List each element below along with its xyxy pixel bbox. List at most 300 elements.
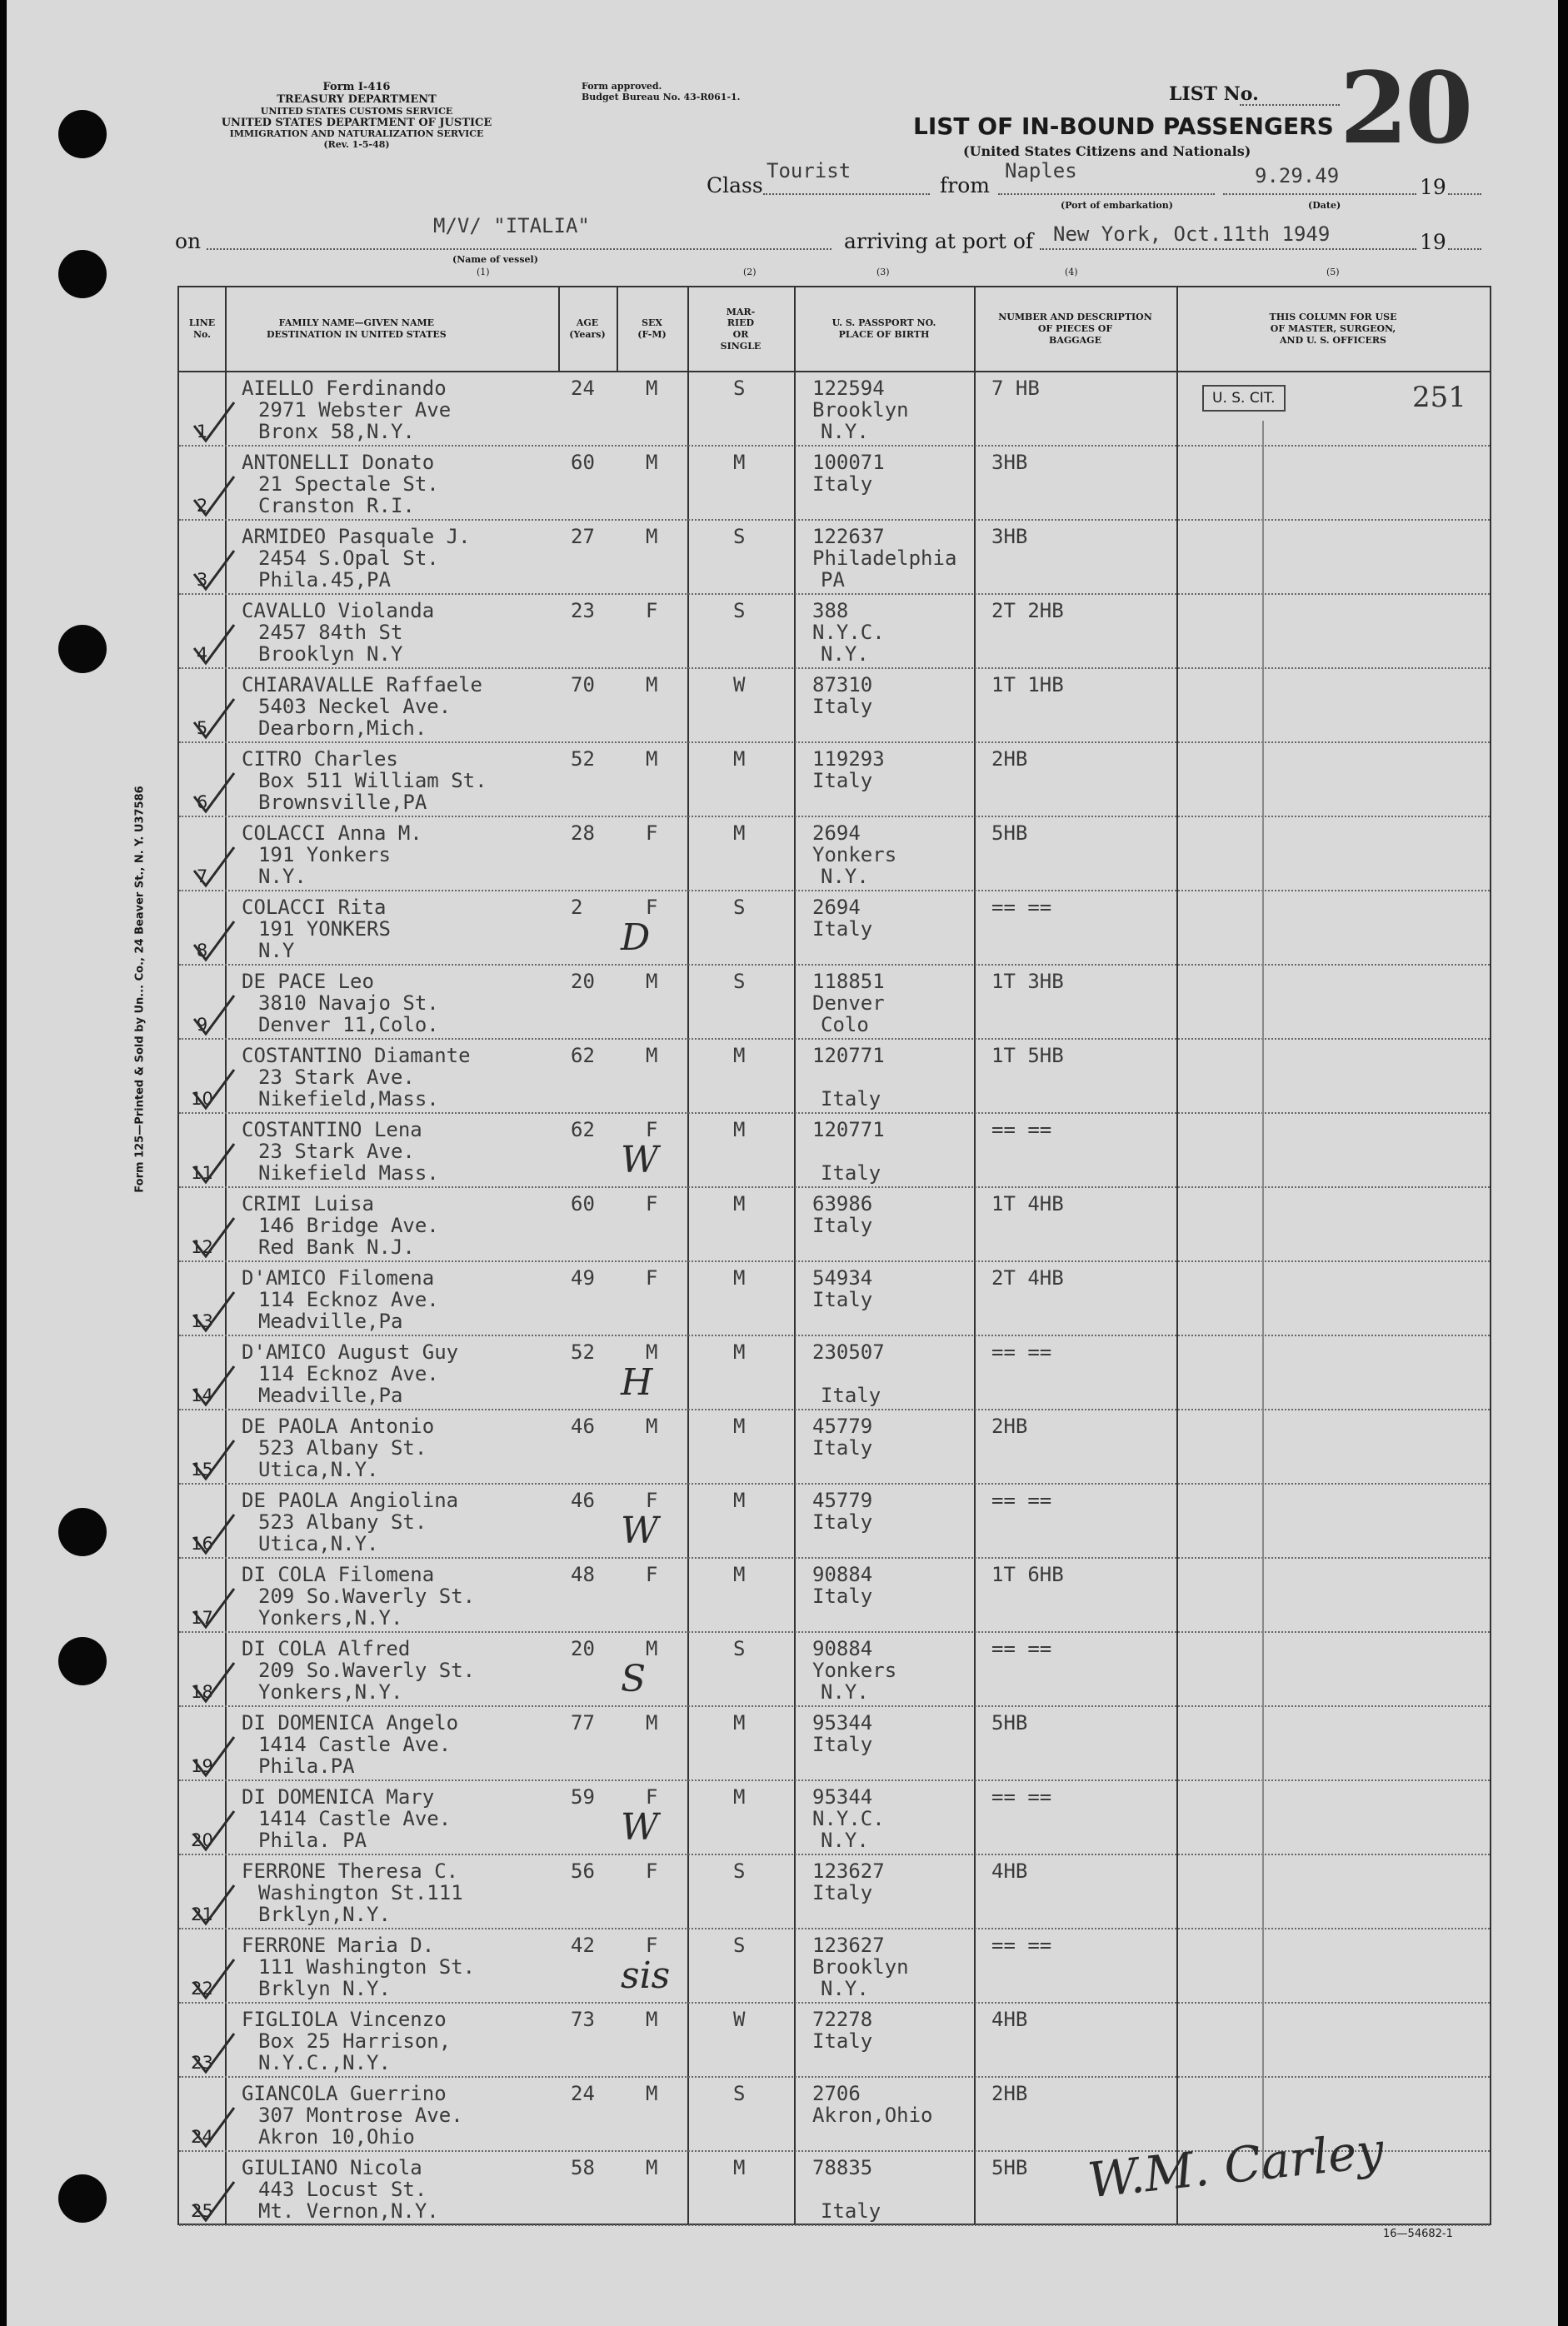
- birth-place: Italy: [812, 1733, 873, 1756]
- age-value: 23: [571, 599, 595, 622]
- birth-place: Italy: [812, 1585, 873, 1608]
- passport-number: 119293: [812, 747, 885, 771]
- passport-number: 54934: [812, 1266, 873, 1290]
- line-number: 18: [191, 1682, 213, 1702]
- table-row: [179, 966, 1490, 1040]
- age-value: 60: [571, 1192, 595, 1215]
- revision-date: (Rev. 1-5-48): [323, 139, 390, 151]
- baggage-description: 4HB: [991, 1859, 1028, 1883]
- on-label: on: [175, 229, 202, 253]
- embarkation-date: 9.29.49: [1255, 164, 1340, 187]
- binder-hole: [58, 250, 107, 298]
- check-mark-icon: [187, 1658, 237, 1708]
- address-line: 23 Stark Ave.: [258, 1066, 415, 1089]
- address-line: 191 YONKERS: [258, 917, 391, 941]
- passenger-name: GIANCOLA Guerrino: [242, 2082, 447, 2105]
- officer-signature: W.M. Carley: [1085, 2121, 1387, 2209]
- address-line: 307 Montrose Ave.: [258, 2104, 463, 2127]
- passport-number: 123627: [812, 1934, 885, 1957]
- birth-place: Italy: [821, 1161, 881, 1185]
- table-row: [179, 1188, 1490, 1262]
- list-number: 20: [1340, 50, 1471, 166]
- marital-status: M: [733, 1785, 746, 1809]
- marital-status: M: [733, 1118, 746, 1141]
- line-number: 23: [191, 2053, 213, 2073]
- baggage-description: 2HB: [991, 747, 1028, 771]
- baggage-description: 2T 4HB: [991, 1266, 1064, 1290]
- check-mark-icon: [187, 991, 237, 1041]
- pencil-line: [1262, 421, 1264, 2179]
- age-value: 52: [571, 1340, 595, 1364]
- baggage-description: 3HB: [991, 451, 1028, 474]
- marital-status: S: [733, 1934, 746, 1957]
- address-line: Nikefield,Mass.: [258, 1087, 439, 1111]
- sex-value: F: [646, 1934, 658, 1957]
- line-number: 22: [191, 1979, 213, 1999]
- address-line: 114 Ecknoz Ave.: [258, 1362, 439, 1385]
- baggage-description: == ==: [991, 1489, 1052, 1512]
- check-mark-icon: [187, 1065, 237, 1115]
- handwritten-note: sis: [621, 1954, 671, 1997]
- address-line: Bronx 58,N.Y.: [258, 420, 415, 443]
- birth-place: Italy: [812, 1288, 873, 1311]
- age-value: 77: [571, 1711, 595, 1735]
- address-line: 23 Stark Ave.: [258, 1140, 415, 1163]
- header-label: MAR- RIED OR SINGLE: [720, 306, 762, 352]
- vessel-caption: (Name of vessel): [452, 254, 538, 265]
- table-row: [179, 817, 1490, 891]
- baggage-description: 5HB: [991, 1711, 1028, 1735]
- sex-value: M: [646, 1711, 658, 1735]
- birth-place: Italy: [812, 1510, 873, 1534]
- header-label: FAMILY NAME—GIVEN NAME DESTINATION IN UNITED STATES: [267, 317, 447, 340]
- marital-status: S: [733, 525, 746, 548]
- address-line: 111 Washington St.: [258, 1955, 476, 1979]
- age-value: 49: [571, 1266, 595, 1290]
- age-value: 48: [571, 1563, 595, 1586]
- check-mark-icon: [187, 1139, 237, 1189]
- address-line: 2457 84th St: [258, 621, 403, 644]
- passport-number: 388: [812, 599, 849, 622]
- birth-place: Italy: [812, 1214, 873, 1237]
- sex-value: M: [646, 1637, 658, 1660]
- line-number: 13: [191, 1311, 213, 1331]
- handwritten-note: S: [621, 1658, 647, 1700]
- footer-code: 16—54682-1: [1383, 2228, 1453, 2240]
- check-mark-icon: [187, 2177, 237, 2227]
- header-label: LINE No.: [188, 317, 216, 340]
- address-line: Akron 10,Ohio: [258, 2125, 415, 2149]
- passenger-name: DI COLA Alfred: [242, 1637, 411, 1660]
- header-passport: [794, 287, 974, 371]
- header-label: NUMBER AND DESCRIPTION OF PIECES OF BAGGAGE: [998, 312, 1152, 346]
- table-row: [179, 1262, 1490, 1336]
- sex-value: M: [646, 2156, 658, 2179]
- baggage-description: 1T 4HB: [991, 1192, 1064, 1215]
- passenger-name: CHIARAVALLE Raffaele: [242, 673, 482, 696]
- passenger-name: AIELLO Ferdinando: [242, 377, 447, 400]
- line-number: 16: [191, 1534, 213, 1554]
- passenger-name: D'AMICO Filomena: [242, 1266, 435, 1290]
- address-line: Phila.PA: [258, 1754, 355, 1778]
- check-mark-icon: [187, 916, 237, 966]
- table-row: [179, 1485, 1490, 1559]
- department-name: UNITED STATES DEPARTMENT OF JUSTICE: [221, 116, 492, 129]
- birth-place: Italy: [821, 1384, 881, 1407]
- birth-place: Italy: [812, 769, 873, 792]
- passport-number: 230507: [812, 1340, 885, 1364]
- passenger-name: COLACCI Anna M.: [242, 821, 422, 845]
- address-line: Brklyn,N.Y.: [258, 1903, 391, 1926]
- address-line: Box 511 William St.: [258, 769, 487, 792]
- sex-value: M: [646, 1340, 658, 1364]
- passenger-name: DE PACE Leo: [242, 970, 374, 993]
- line-number: 20: [191, 1830, 213, 1850]
- sex-value: M: [646, 673, 658, 696]
- passenger-name: D'AMICO August Guy: [242, 1340, 459, 1364]
- passport-number: 100071: [812, 451, 885, 474]
- marital-status: M: [733, 1266, 746, 1290]
- age-value: 28: [571, 821, 595, 845]
- table-row: [179, 1559, 1490, 1633]
- table-row: [179, 521, 1490, 595]
- column-number: (4): [1065, 267, 1078, 277]
- birth-place: Philadelphia: [812, 547, 957, 570]
- address-line: 2971 Webster Ave: [258, 398, 452, 422]
- class-label: Class: [707, 173, 763, 197]
- check-mark-icon: [187, 1954, 237, 2004]
- sex-value: M: [646, 377, 658, 400]
- address-line: Phila. PA: [258, 1829, 367, 1852]
- form-subtitle: (United States Citizens and Nationals): [963, 143, 1251, 159]
- passenger-name: ARMIDEO Pasquale J.: [242, 525, 471, 548]
- check-mark-icon: [187, 1510, 237, 1560]
- birth-place: Yonkers: [812, 843, 897, 866]
- line-number: 17: [191, 1608, 213, 1628]
- check-mark-icon: [187, 397, 237, 447]
- marital-status: M: [733, 1711, 746, 1735]
- passenger-name: FERRONE Maria D.: [242, 1934, 435, 1957]
- passport-number: 122594: [812, 377, 885, 400]
- check-mark-icon: [187, 1732, 237, 1782]
- arriving-label: arriving at port of: [844, 229, 1034, 253]
- address-line: Red Bank N.J.: [258, 1235, 415, 1259]
- agency-block: [173, 82, 540, 151]
- passenger-name: COSTANTINO Diamante: [242, 1044, 471, 1067]
- check-mark-icon: [187, 842, 237, 892]
- passport-number: 2694: [812, 896, 861, 919]
- birth-place: Brooklyn: [812, 398, 909, 422]
- check-mark-icon: [187, 2103, 237, 2153]
- check-mark-icon: [187, 2029, 237, 2079]
- age-value: 46: [571, 1489, 595, 1512]
- header-age: [558, 287, 617, 371]
- department-name: TREASURY DEPARTMENT: [277, 92, 437, 106]
- header-label: SEX (F-M): [637, 317, 667, 340]
- line-number: 8: [196, 941, 208, 961]
- age-value: 52: [571, 747, 595, 771]
- check-mark-icon: [187, 546, 237, 596]
- approval-text: Form approved.: [582, 81, 662, 92]
- baggage-description: 1T 1HB: [991, 673, 1064, 696]
- table-row: [179, 447, 1490, 521]
- address-line: Phila.45,PA: [258, 568, 391, 591]
- header-sex: [617, 287, 687, 371]
- birth-place: N.Y.C.: [812, 621, 885, 644]
- line-number: 11: [191, 1163, 213, 1183]
- marital-status: M: [733, 1340, 746, 1364]
- baggage-description: 2HB: [991, 1415, 1028, 1438]
- header-married: [687, 287, 794, 371]
- passenger-name: DE PAOLA Antonio: [242, 1415, 435, 1438]
- age-value: 27: [571, 525, 595, 548]
- check-mark-icon: [187, 620, 237, 670]
- baggage-description: == ==: [991, 1118, 1052, 1141]
- passenger-name: DI DOMENICA Mary: [242, 1785, 435, 1809]
- department-subname: UNITED STATES CUSTOMS SERVICE: [260, 105, 453, 117]
- sex-value: F: [646, 1859, 658, 1883]
- baggage-description: 4HB: [991, 2008, 1028, 2031]
- passport-number: 90884: [812, 1563, 873, 1586]
- baggage-description: 5HB: [991, 821, 1028, 845]
- marital-status: S: [733, 896, 746, 919]
- address-line: 3810 Navajo St.: [258, 991, 439, 1015]
- binder-hole: [58, 2174, 107, 2223]
- passenger-name: ANTONELLI Donato: [242, 451, 435, 474]
- age-value: 20: [571, 970, 595, 993]
- handwritten-note: W: [621, 1510, 659, 1552]
- address-line: Washington St.111: [258, 1881, 463, 1904]
- column-number: (1): [477, 267, 490, 277]
- address-line: N.Y.: [258, 865, 307, 888]
- address-line: Yonkers,N.Y.: [258, 1606, 403, 1630]
- address-line: 146 Bridge Ave.: [258, 1214, 439, 1237]
- table-row: [179, 1633, 1490, 1707]
- list-no-label: LIST No.: [1169, 83, 1259, 105]
- birth-place: Italy: [812, 695, 873, 718]
- age-value: 24: [571, 377, 595, 400]
- baggage-description: 1T 5HB: [991, 1044, 1064, 1067]
- header-baggage: [974, 287, 1176, 371]
- marital-status: M: [733, 2156, 746, 2179]
- line-number: 7: [196, 866, 208, 886]
- column-number: (2): [743, 267, 757, 277]
- passport-number: 78835: [812, 2156, 873, 2179]
- age-value: 59: [571, 1785, 595, 1809]
- birth-place: N.Y.: [821, 1680, 869, 1704]
- address-line: Meadville,Pa: [258, 1310, 403, 1333]
- baggage-description: 3HB: [991, 525, 1028, 548]
- address-line: N.Y: [258, 939, 295, 962]
- age-value: 70: [571, 673, 595, 696]
- table-row: [179, 1929, 1490, 2004]
- officer-count: 251: [1412, 381, 1466, 414]
- passenger-name: FERRONE Theresa C.: [242, 1859, 459, 1883]
- table-row: [179, 1781, 1490, 1855]
- baggage-description: == ==: [991, 896, 1052, 919]
- header-label: AGE (Years): [569, 317, 606, 340]
- passport-number: 90884: [812, 1637, 873, 1660]
- table-row: [179, 669, 1490, 743]
- age-value: 60: [571, 451, 595, 474]
- baggage-description: == ==: [991, 1785, 1052, 1809]
- passport-number: 2694: [812, 821, 861, 845]
- marital-status: S: [733, 970, 746, 993]
- address-line: Denver 11,Colo.: [258, 1013, 439, 1036]
- baggage-description: 2T 2HB: [991, 599, 1064, 622]
- birth-place: Brooklyn: [812, 1955, 909, 1979]
- side-printer-imprint: Form 125—Printed & Sold by Un... Co., 24 Beaver St., N. Y. U37586: [133, 786, 147, 1193]
- sex-value: F: [646, 1489, 658, 1512]
- table-row: [179, 1336, 1490, 1410]
- birth-place: Yonkers: [812, 1659, 897, 1682]
- passport-number: 120771: [812, 1118, 885, 1141]
- passport-number: 122637: [812, 525, 885, 548]
- address-line: Brklyn N.Y.: [258, 1977, 391, 2000]
- birth-place: Italy: [821, 2199, 881, 2223]
- department-subname: IMMIGRATION AND NATURALIZATION SERVICE: [229, 128, 484, 140]
- address-line: 209 So.Waverly St.: [258, 1585, 476, 1608]
- line-number: 2: [196, 496, 208, 516]
- age-value: 62: [571, 1118, 595, 1141]
- line-number: 14: [191, 1385, 213, 1405]
- sex-value: M: [646, 2082, 658, 2105]
- marital-status: M: [733, 1489, 746, 1512]
- birth-place: Italy: [812, 1881, 873, 1904]
- sex-value: M: [646, 970, 658, 993]
- passenger-name: CITRO Charles: [242, 747, 398, 771]
- address-line: 5403 Neckel Ave.: [258, 695, 452, 718]
- sex-value: F: [646, 1192, 658, 1215]
- binder-hole: [58, 625, 107, 673]
- approval-block: [582, 82, 741, 102]
- header-label: THIS COLUMN FOR USE OF MASTER, SURGEON, AND U. S. OFFICERS: [1269, 312, 1397, 346]
- address-line: 443 Locust St.: [258, 2178, 427, 2201]
- marital-status: M: [733, 747, 746, 771]
- passenger-name: DI DOMENICA Angelo: [242, 1711, 459, 1735]
- table-row: [179, 1114, 1490, 1188]
- passenger-name: GIULIANO Nicola: [242, 2156, 422, 2179]
- check-mark-icon: [187, 1361, 237, 1411]
- vessel-name: M/V/ "ITALIA": [433, 214, 590, 237]
- year-prefix: 19: [1420, 175, 1446, 199]
- sex-value: M: [646, 747, 658, 771]
- date-caption: (Date): [1308, 200, 1341, 211]
- embarkation-caption: (Port of embarkation): [1061, 200, 1173, 211]
- age-value: 56: [571, 1859, 595, 1883]
- check-mark-icon: [187, 1880, 237, 1930]
- table-row: [179, 372, 1490, 447]
- from-label: from: [940, 173, 990, 197]
- passport-number: 2706: [812, 2082, 861, 2105]
- table-row: [179, 743, 1490, 817]
- baggage-description: == ==: [991, 1934, 1052, 1957]
- column-number: (5): [1326, 267, 1340, 277]
- marital-status: W: [733, 673, 746, 696]
- header-officers: [1176, 287, 1490, 371]
- address-line: 21 Spectale St.: [258, 472, 439, 496]
- line-number: 15: [191, 1460, 213, 1480]
- line-number: 1: [196, 422, 208, 442]
- sex-value: M: [646, 1044, 658, 1067]
- marital-status: M: [733, 1044, 746, 1067]
- handwritten-note: H: [621, 1361, 653, 1404]
- passenger-name: FIGLIOLA Vincenzo: [242, 2008, 447, 2031]
- passenger-name: CAVALLO Violanda: [242, 599, 435, 622]
- baggage-description: 1T 3HB: [991, 970, 1064, 993]
- address-line: 523 Albany St.: [258, 1436, 427, 1460]
- line-number: 24: [191, 2127, 213, 2147]
- address-line: 523 Albany St.: [258, 1510, 427, 1534]
- address-line: 114 Ecknoz Ave.: [258, 1288, 439, 1311]
- line-number: 21: [191, 1904, 213, 1924]
- handwritten-note: W: [621, 1139, 659, 1181]
- table-row: [179, 1855, 1490, 1929]
- age-value: 46: [571, 1415, 595, 1438]
- birth-place: N.Y.: [821, 642, 869, 666]
- address-line: Cranston R.I.: [258, 494, 415, 517]
- marital-status: M: [733, 1192, 746, 1215]
- passport-number: 123627: [812, 1859, 885, 1883]
- check-mark-icon: [187, 472, 237, 522]
- table-row: [179, 1410, 1490, 1485]
- passport-number: 45779: [812, 1489, 873, 1512]
- passport-number: 87310: [812, 673, 873, 696]
- address-line: Mt. Vernon,N.Y.: [258, 2199, 439, 2223]
- line-number: 12: [191, 1237, 213, 1257]
- binder-hole: [58, 1637, 107, 1685]
- birth-place: N.Y.C.: [812, 1807, 885, 1830]
- sex-value: F: [646, 821, 658, 845]
- column-number: (3): [876, 267, 890, 277]
- sex-value: F: [646, 599, 658, 622]
- line-number: 19: [191, 1756, 213, 1776]
- address-line: Nikefield Mass.: [258, 1161, 439, 1185]
- age-value: 62: [571, 1044, 595, 1067]
- check-mark-icon: [187, 694, 237, 744]
- passenger-name: DI COLA Filomena: [242, 1563, 435, 1586]
- sex-value: M: [646, 525, 658, 548]
- marital-status: S: [733, 1859, 746, 1883]
- marital-status: S: [733, 377, 746, 400]
- address-line: 1414 Castle Ave.: [258, 1807, 452, 1830]
- form-number: Form I-416: [322, 81, 391, 93]
- birth-place: Italy: [812, 1436, 873, 1460]
- passport-number: 95344: [812, 1711, 873, 1735]
- binder-hole: [58, 1508, 107, 1556]
- embarkation-port: Naples: [1005, 159, 1077, 182]
- birth-place: Italy: [812, 472, 873, 496]
- handwritten-note: W: [621, 1806, 659, 1849]
- passenger-name: COSTANTINO Lena: [242, 1118, 422, 1141]
- baggage-description: == ==: [991, 1637, 1052, 1660]
- sex-value: F: [646, 1266, 658, 1290]
- address-line: N.Y.C.,N.Y.: [258, 2051, 391, 2074]
- check-mark-icon: [187, 768, 237, 818]
- address-line: Meadville,Pa: [258, 1384, 403, 1407]
- table-row: [179, 2004, 1490, 2078]
- baggage-description: == ==: [991, 1340, 1052, 1364]
- marital-status: M: [733, 1563, 746, 1586]
- birth-place: N.Y.: [821, 1829, 869, 1852]
- address-line: 191 Yonkers: [258, 843, 391, 866]
- baggage-description: 5HB: [991, 2156, 1028, 2179]
- check-mark-icon: [187, 1584, 237, 1634]
- marital-status: S: [733, 599, 746, 622]
- marital-status: S: [733, 2082, 746, 2105]
- address-line: Brownsville,PA: [258, 791, 427, 814]
- baggage-description: 2HB: [991, 2082, 1028, 2105]
